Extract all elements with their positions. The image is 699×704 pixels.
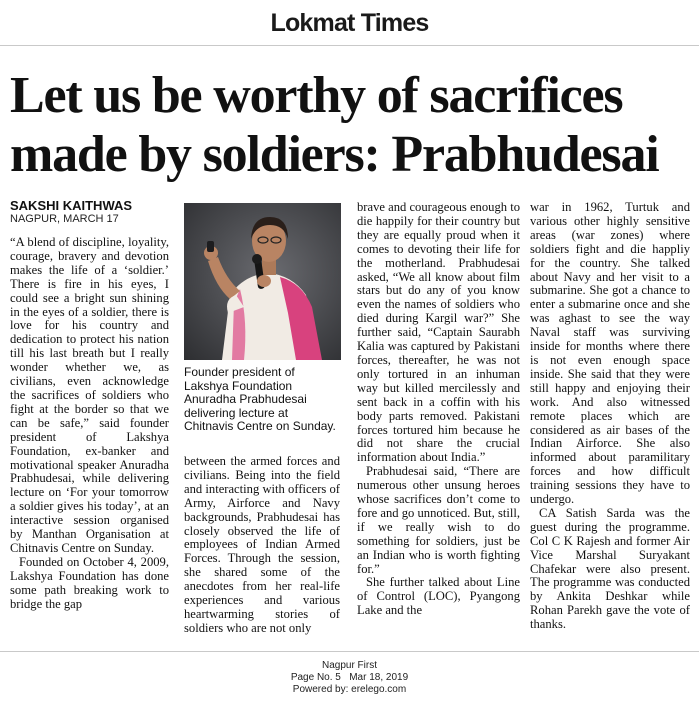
paragraph: “A blend of discipline, loyality, courage, bravery and devotion makes the life of a ‘soldier.’ There is fire in his eyes, I could see a bright sun shining in the eyes of a soldier, there is love for his country and dedication to protect his nation till his last breath but I really wonder whether we, as civilians, even acknowledge the sacrifices of soldiers who fight at the border so that we can be safe,” said founder president of Lakshya Foundation, ex-banker and motivational speaker Anuradha Prabhudesai, while delivering lecture on ‘For your tomorrow a soldier gives his today’, at an interactive session organised by Manthan Organisation at Chitnavis Centre on Sunday. bbox=[10, 235, 169, 555]
footer-page: Page No. 5 bbox=[290, 672, 341, 683]
article-column-1 bbox=[10, 236, 169, 611]
byline: SAKSHI KAITHWAS bbox=[10, 198, 133, 213]
page-footer bbox=[0, 660, 699, 696]
masthead bbox=[0, 0, 699, 45]
masthead-rule bbox=[0, 45, 699, 46]
paragraph: brave and courageous enough to die happily for their country but they are equally proud when it comes to devoting their life for the motherland. Prabhudesai asked, “We all know about film stars but do any of you know even the names of soldiers who died during Kargil war?” She further said, “Captain Saurabh Kalia was captured by Pakistani forces, thereafter, he was not only tortured in an inhuman way but killed mercilessly and sent back in a coffin with his body parts removed. Pakistani forces tortured him because he did not share the crucial information about India.” bbox=[357, 200, 520, 465]
paragraph: war in 1962, Turtuk and various other highly sensitive areas (war zones) where soldiers fight and die happliy for the country. She talked about Navy and her visit to a submarine. She got a chance to enter a submarine once and she was aghast to see the way Naval staff was surviving inside for months where there is not even enough space inside. She said that they were still happy and enjoying their work. And also witnessed remote places which are considered as air bases of the Indian Airforce. She also informed about paramilitary forces and how difficult training sessions they have to undergo. bbox=[530, 200, 690, 507]
footer-edition: Nagpur First bbox=[321, 660, 377, 671]
footer-date: Mar 18, 2019 bbox=[349, 672, 409, 683]
dateline: NAGPUR, MARCH 17 bbox=[10, 213, 119, 225]
paragraph: Prabhudesai said, “There are numerous other unsung heroes whose sacrifices don’t come to fore and go unnoticed. But, still, if we really wish to do something for soldiers, just be an Indian who is worth fighting for.” bbox=[357, 464, 520, 576]
footer-page-line bbox=[0, 672, 699, 684]
speaker-photo bbox=[184, 203, 341, 360]
paragraph: CA Satish Sarda was the guest during the programme. Col C K Rajesh and former Air Vice Marshal Suryakant Chafekar were also present. The programme was conducted by Ankita Deshkar while Rohan Parekh gave the vote of thanks. bbox=[530, 505, 690, 632]
paragraph: Founded on October 4, 2009, Lakshya Foundation has done some path breaking work to bridge the gap bbox=[10, 554, 169, 611]
article-column-4 bbox=[530, 201, 690, 632]
photo-caption: Founder president of Lakshya Foundation Anuradha Prabhudesai delivering lecture at Chitnavis Centre on Sunday. bbox=[184, 365, 336, 434]
footer-powered-by: Powered by: erelego.com bbox=[292, 684, 407, 695]
paragraph: She further talked about Line of Control (LOC), Pyangong Lake and the bbox=[357, 575, 520, 618]
masthead-logo: Lokmat Times bbox=[270, 9, 429, 37]
paragraph: between the armed forces and civilians. Being into the field and interacting with officers of Army, Airforce and Navy backgrounds, Prabhudesai has closely observed the life of employees of Indian Armed Forces. Through the session, she shared some of the anecdotes from her real-life experiences and various heartwarming stories of soldiers who are not only bbox=[184, 454, 340, 635]
article-column-2 bbox=[184, 455, 340, 636]
speaker-photo-illustration bbox=[184, 203, 341, 360]
footer-rule bbox=[0, 651, 699, 652]
article-column-3 bbox=[357, 201, 520, 618]
headline-line-1: Let us be worthy of sacrifices bbox=[10, 67, 623, 124]
headline-line-2: made by soldiers: Prabhudesai bbox=[10, 126, 659, 183]
headline bbox=[10, 66, 695, 184]
